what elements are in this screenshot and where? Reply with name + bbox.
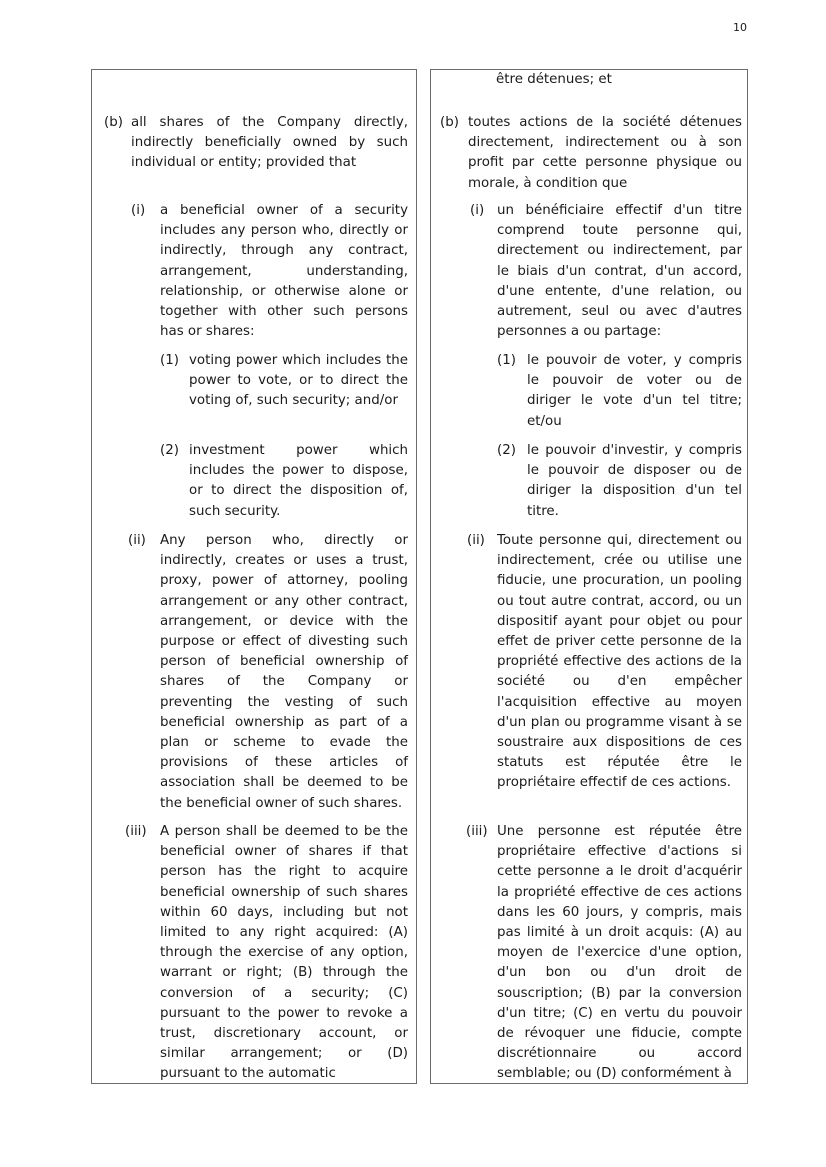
clause-b-iii: [104, 822, 408, 1085]
clause-label: (i): [470, 203, 485, 218]
continued-text: être détenues; et: [496, 72, 612, 87]
clause-b-ii: [440, 531, 742, 794]
clause-text: all shares of the Company directly, indirectly beneficially owned by such individual or entity; provided that: [131, 115, 408, 171]
clause-b: [440, 113, 742, 194]
clause-text: le pouvoir de voter, y compris le pouvoir de voter ou de diriger le vote d'un tel titre; et/ou: [527, 353, 742, 429]
clause-label: (2): [497, 443, 516, 458]
clause-b-i: [104, 201, 408, 342]
clause-b-iii: [440, 822, 742, 1085]
page-number: 10: [733, 21, 747, 34]
clause-text: Une personne est réputée être propriétaire effective d'actions si cette personne a le droit d'acquérir la propriété effective de ces actions dans les 60 jours, y compris, mais pas limité à un droit acquis: (A) au moyen de l'exercice d'une option, d'un bon ou d'un droit de souscription; (B) par la conversion d'un titre; (C) en vertu du pouvoir de révoquer une fiducie, compte discrétionnaire ou accord semblable; ou (D) conformément à: [497, 824, 742, 1082]
clause-text: toutes actions de la société détenues directement, indirectement ou à son profit par cette personne physique ou morale, à condition que: [468, 115, 742, 191]
clause-label: (ii): [128, 533, 146, 548]
clause-text: A person shall be deemed to be the beneficial owner of shares if that person has the right to acquire beneficial ownership of such shares within 60 days, including but not limited to any right acquired: (A) through the exercise of any option, warrant or right; (B) through the conversion of a security; (C) pursuant to the power to revoke a trust, discretionary account, or similar arrangement; or (D) pursuant to the automatic: [160, 824, 408, 1082]
clause-b-ii: [104, 531, 408, 814]
clause-label: (iii): [125, 824, 147, 839]
clause-b: [104, 113, 408, 174]
clause-label: (1): [160, 353, 179, 368]
clause-b-i-1: [104, 351, 408, 412]
clause-text: investment power which includes the power to dispose, or to direct the disposition of, such security.: [189, 443, 408, 519]
clause-label: (1): [497, 353, 516, 368]
clause-text: a beneficial owner of a security includes any person who, directly or indirectly, through any contract, arrangement, understanding, relationship, or otherwise alone or together with other such persons has or shares:: [160, 203, 408, 340]
clause-text: Toute personne qui, directement ou indirectement, crée ou utilise une fiducie, une procuration, un pooling ou tout autre contrat, accord, ou un dispositif ayant pour objet ou pour effet de priver cette personne de la propriété effective des actions de la société ou d'en empêcher l'acquisition effective au moyen d'un plan ou programme visant à se soustraire aux dispositions de ces statuts est réputée être le propriétaire effectif de ces actions.: [497, 533, 742, 791]
clause-text: Any person who, directly or indirectly, creates or uses a trust, proxy, power of attorney, pooling arrangement or any other contract, arrangement, or device with the purpose or effect of divesting such person of beneficial ownership of shares of the Company or preventing the vesting of such beneficial ownership as part of a plan or scheme to evade the provisions of these articles of association shall be deemed to be the beneficial owner of such shares.: [160, 533, 408, 811]
clause-b-i-2: [440, 441, 742, 522]
clause-text: voting power which includes the power to vote, or to direct the voting of, such security; and/or: [189, 353, 408, 409]
clause-b-i: [440, 201, 742, 342]
clause-label: (i): [131, 203, 146, 218]
clause-label: (ii): [467, 533, 485, 548]
clause-b-i-2: [104, 441, 408, 522]
clause-label: (iii): [466, 824, 488, 839]
clause-b-i-1: [440, 351, 742, 432]
clause-label: (b): [440, 115, 459, 130]
clause-text: un bénéficiaire effectif d'un titre comprend toute personne qui, directement ou indirectement, par le biais d'un contrat, d'un accord, d'une entente, d'une relation, ou autrement, seul ou avec d'autres personnes a ou partage:: [497, 203, 742, 340]
clause-label: (b): [104, 115, 123, 130]
clause-text: le pouvoir d'investir, y compris le pouvoir de disposer ou de diriger la disposition d'un tel titre.: [527, 443, 742, 519]
clause-label: (2): [160, 443, 179, 458]
